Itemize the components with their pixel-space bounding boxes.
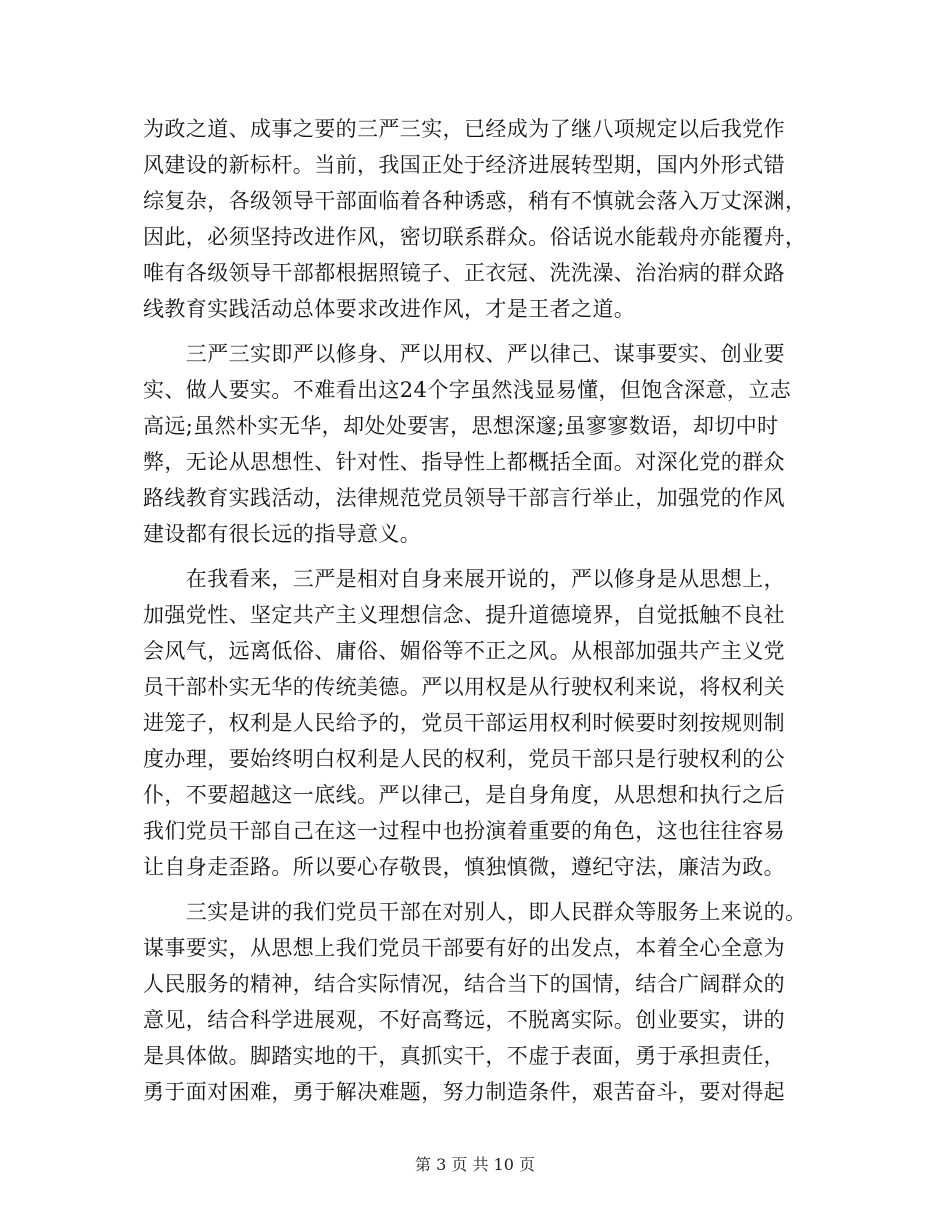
text-line: 路线教育实践活动，法律规范党员领导干部言行举止，加强党的作风 bbox=[143, 486, 785, 510]
text-line: 让自身走歪路。所以要心存敬畏，慎独慎微，遵纪守法，廉洁为政。 bbox=[143, 855, 785, 879]
text-line: 线教育实践活动总体要求改进作风，才是王者之道。 bbox=[143, 297, 636, 321]
text-line: 我们党员干部自己在这一过程中也扮演着重要的角色，这也往往容易 bbox=[143, 819, 785, 843]
text-line: 高远;虽然朴实无华，却处处要害，思想深邃;虽寥寥数语，却切中时 bbox=[143, 414, 779, 438]
text-line: 度办理，要始终明白权利是人民的权利，党员干部只是行驶权利的公 bbox=[143, 747, 785, 771]
text-line: 因此，必须坚持改进作风，密切联系群众。俗话说水能载舟亦能覆舟， bbox=[143, 225, 807, 249]
text-line: 风建设的新标杆。当前，我国正处于经济进展转型期，国内外形式错 bbox=[143, 153, 785, 177]
text-line: 为政之道、成事之要的三严三实，已经成为了继八项规定以后我党作 bbox=[143, 117, 785, 141]
text-line: 谋事要实，从思想上我们党员干部要有好的出发点，本着全心全意为 bbox=[143, 936, 785, 960]
text-line: 唯有各级领导干部都根据照镜子、正衣冠、洗洗澡、治治病的群众路 bbox=[143, 261, 785, 285]
text-line: 会风气，远离低俗、庸俗、媚俗等不正之风。从根部加强共产主义党 bbox=[143, 639, 785, 663]
text-line: 三严三实即严以修身、严以用权、严以律己、谋事要实、创业要 bbox=[143, 342, 785, 366]
text-line: 人民服务的精神，结合实际情况，结合当下的国情，结合广阔群众的 bbox=[143, 972, 785, 996]
text-line: 意见，结合科学进展观，不好高骛远，不脱离实际。创业要实，讲的 bbox=[143, 1008, 785, 1032]
text-line: 三实是讲的我们党员干部在对别人，即人民群众等服务上来说的。 bbox=[143, 900, 807, 924]
text-line: 员干部朴实无华的传统美德。严以用权是从行驶权利来说，将权利关 bbox=[143, 675, 785, 699]
text-line: 弊，无论从思想性、针对性、指导性上都概括全面。对深化党的群众 bbox=[143, 450, 785, 474]
text-line: 勇于面对困难，勇于解决难题，努力制造条件，艰苦奋斗，要对得起 bbox=[143, 1080, 785, 1104]
text-line: 进笼子，权利是人民给予的，党员干部运用权利时候要时刻按规则制 bbox=[143, 711, 785, 735]
page-number-footer: 第 3 页 共 10 页 bbox=[415, 1155, 535, 1174]
text-line: 在我看来，三严是相对自身来展开说的，严以修身是从思想上， bbox=[143, 567, 785, 591]
text-line: 仆，不要超越这一底线。严以律己，是自身角度，从思想和执行之后 bbox=[143, 783, 785, 807]
text-line: 建设都有很长远的指导意义。 bbox=[143, 522, 422, 546]
text-line: 加强党性、坚定共产主义理想信念、提升道德境界，自觉抵触不良社 bbox=[143, 603, 785, 627]
text-line: 综复杂，各级领导干部面临着各种诱惑，稍有不慎就会落入万丈深渊， bbox=[143, 189, 807, 213]
text-line: 是具体做。脚踏实地的干，真抓实干，不虚于表面，勇于承担责任， bbox=[143, 1044, 785, 1068]
text-line: 实、做人要实。不难看出这24个字虽然浅显易懂，但饱含深意，立志 bbox=[143, 378, 792, 402]
